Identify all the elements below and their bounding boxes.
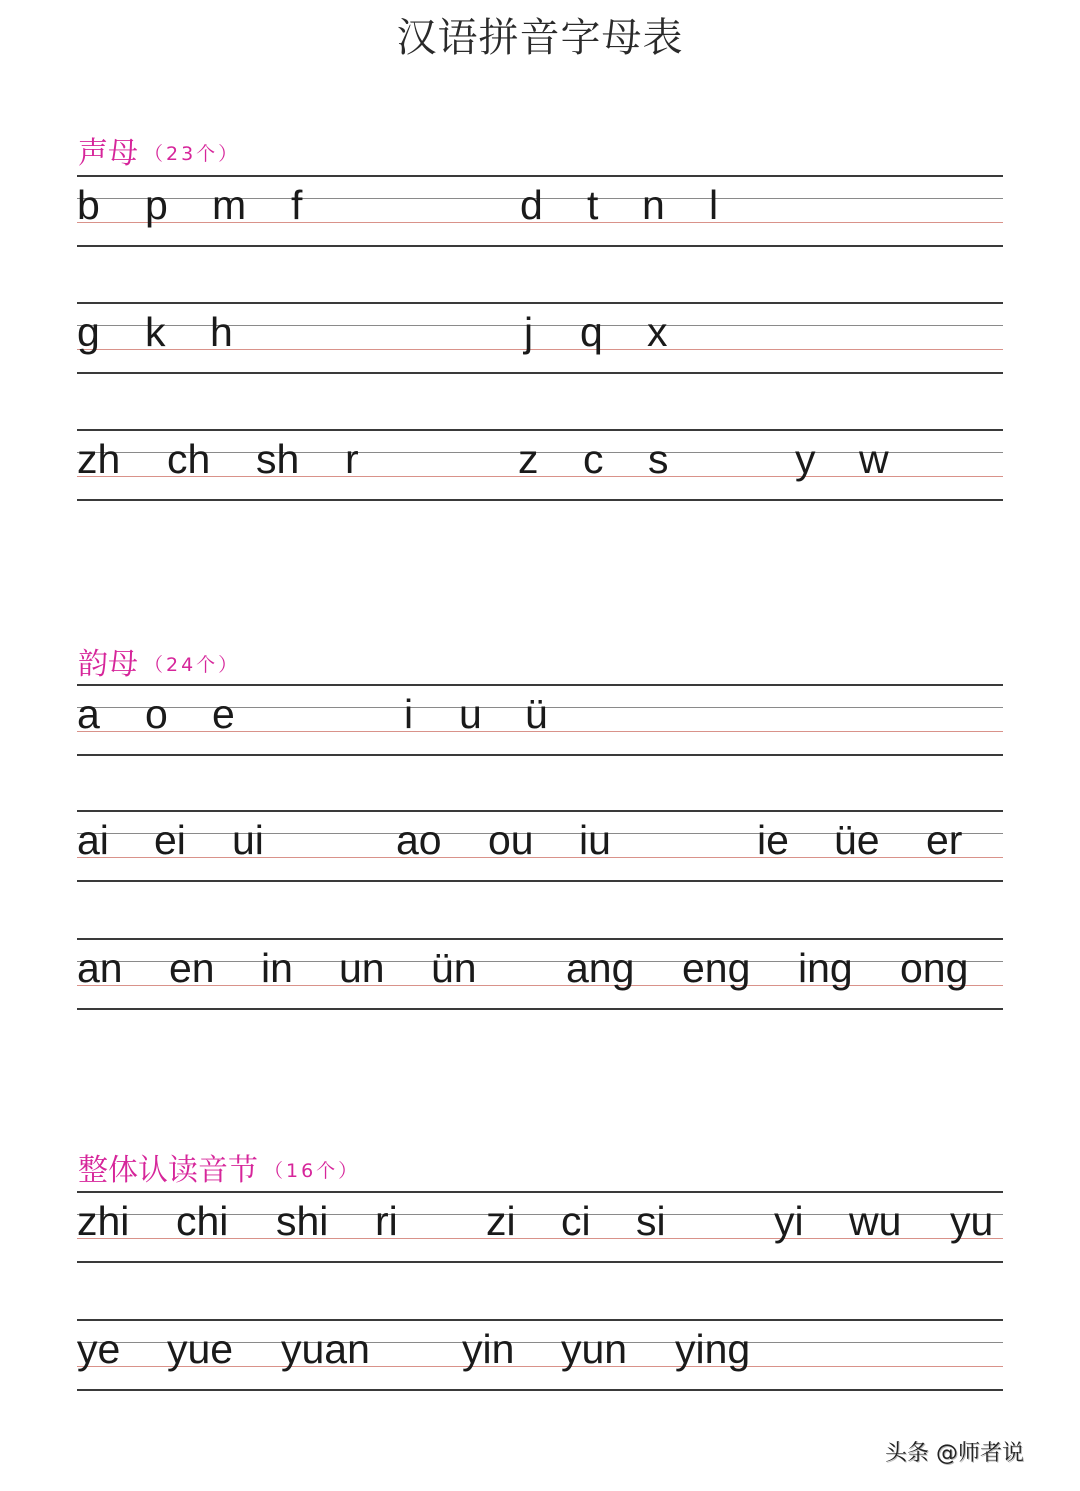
pinyin-syllable: o: [145, 691, 168, 737]
section-heading-finals: [78, 647, 240, 683]
pinyin-syllable: yue: [167, 1326, 234, 1372]
section-count: （24个）: [144, 654, 241, 676]
pinyin-syllable: ang: [566, 945, 635, 991]
section-heading-whole-syllables: [78, 1153, 360, 1189]
section-count: （23个）: [144, 143, 241, 165]
staff-row: [77, 1191, 1003, 1263]
pinyin-syllable: r: [345, 436, 359, 482]
staff-top-line: [77, 1191, 1003, 1193]
pinyin-syllable: sh: [256, 436, 300, 482]
pinyin-syllable: e: [212, 691, 235, 737]
staff-top-line: [77, 175, 1003, 177]
section-title: 整体认读音节: [78, 1153, 258, 1188]
staff-bottom-line: [77, 1008, 1003, 1010]
pinyin-syllable: ün: [431, 945, 477, 991]
staff-top-line: [77, 1319, 1003, 1321]
pinyin-syllable: shi: [276, 1198, 329, 1244]
pinyin-syllable: z: [518, 436, 539, 482]
staff-top-line: [77, 810, 1003, 812]
pinyin-syllable: chi: [176, 1198, 229, 1244]
pinyin-syllable: yun: [561, 1326, 628, 1372]
pinyin-syllable: t: [587, 182, 599, 228]
pinyin-syllable: yin: [462, 1326, 515, 1372]
staff-row: [77, 938, 1003, 1010]
pinyin-syllable: b: [77, 182, 100, 228]
pinyin-syllable: u: [459, 691, 482, 737]
watermark: 头条 @师者说: [885, 1441, 1024, 1466]
section-count: （16个）: [264, 1160, 361, 1182]
staff-row: [77, 175, 1003, 247]
pinyin-syllable: d: [520, 182, 543, 228]
pinyin-syllable: j: [524, 309, 534, 355]
pinyin-syllable: g: [77, 309, 100, 355]
pinyin-syllable: a: [77, 691, 100, 737]
section-title: 韵母: [78, 647, 138, 682]
pinyin-syllable: ie: [757, 817, 789, 863]
pinyin-syllable: l: [709, 182, 719, 228]
staff-row: [77, 302, 1003, 374]
pinyin-syllable: i: [404, 691, 414, 737]
pinyin-syllable: x: [647, 309, 668, 355]
staff-row: [77, 1319, 1003, 1391]
staff-bottom-line: [77, 754, 1003, 756]
pinyin-syllable: w: [859, 436, 889, 482]
staff-bottom-line: [77, 245, 1003, 247]
section-title: 声母: [78, 136, 138, 171]
page-title: 汉语拼音字母表: [396, 15, 684, 61]
pinyin-syllable: wu: [849, 1198, 902, 1244]
pinyin-syllable: eng: [682, 945, 751, 991]
pinyin-syllable: ing: [798, 945, 853, 991]
pinyin-syllable: f: [291, 182, 303, 228]
pinyin-syllable: in: [261, 945, 293, 991]
pinyin-syllable: ei: [154, 817, 186, 863]
staff-mid-line: [77, 961, 1003, 962]
staff-bottom-line: [77, 372, 1003, 374]
pinyin-syllable: en: [169, 945, 215, 991]
pinyin-syllable: ye: [77, 1326, 121, 1372]
pinyin-syllable: ou: [488, 817, 534, 863]
pinyin-syllable: zh: [77, 436, 121, 482]
pinyin-syllable: iu: [579, 817, 611, 863]
pinyin-syllable: ri: [375, 1198, 398, 1244]
staff-row: [77, 810, 1003, 882]
pinyin-syllable: yi: [774, 1198, 804, 1244]
pinyin-syllable: h: [210, 309, 233, 355]
staff-top-line: [77, 938, 1003, 940]
pinyin-syllable: yu: [950, 1198, 994, 1244]
staff-base-line: [77, 985, 1003, 986]
pinyin-syllable: an: [77, 945, 123, 991]
staff-bottom-line: [77, 1261, 1003, 1263]
pinyin-syllable: p: [145, 182, 168, 228]
pinyin-syllable: zhi: [77, 1198, 130, 1244]
section-heading-initials: [78, 136, 240, 172]
pinyin-syllable: zi: [486, 1198, 516, 1244]
staff-bottom-line: [77, 499, 1003, 501]
pinyin-syllable: ci: [561, 1198, 591, 1244]
pinyin-syllable: ui: [232, 817, 264, 863]
pinyin-syllable: ying: [675, 1326, 751, 1372]
pinyin-syllable: yuan: [281, 1326, 370, 1372]
pinyin-syllable: un: [339, 945, 385, 991]
pinyin-syllable: y: [795, 436, 816, 482]
pinyin-syllable: q: [580, 309, 603, 355]
pinyin-syllable: ü: [525, 691, 548, 737]
pinyin-syllable: ao: [396, 817, 442, 863]
pinyin-syllable: ch: [167, 436, 211, 482]
staff-top-line: [77, 302, 1003, 304]
pinyin-syllable: s: [648, 436, 669, 482]
staff-top-line: [77, 429, 1003, 431]
staff-bottom-line: [77, 880, 1003, 882]
pinyin-syllable: m: [212, 182, 247, 228]
pinyin-syllable: n: [642, 182, 665, 228]
pinyin-syllable: ong: [900, 945, 969, 991]
staff-bottom-line: [77, 1389, 1003, 1391]
pinyin-syllable: c: [583, 436, 604, 482]
staff-row: [77, 684, 1003, 756]
pinyin-syllable: üe: [834, 817, 880, 863]
pinyin-syllable: si: [636, 1198, 666, 1244]
pinyin-syllable: er: [926, 817, 963, 863]
staff-top-line: [77, 684, 1003, 686]
pinyin-syllable: k: [145, 309, 166, 355]
pinyin-syllable: ai: [77, 817, 109, 863]
staff-row: [77, 429, 1003, 501]
